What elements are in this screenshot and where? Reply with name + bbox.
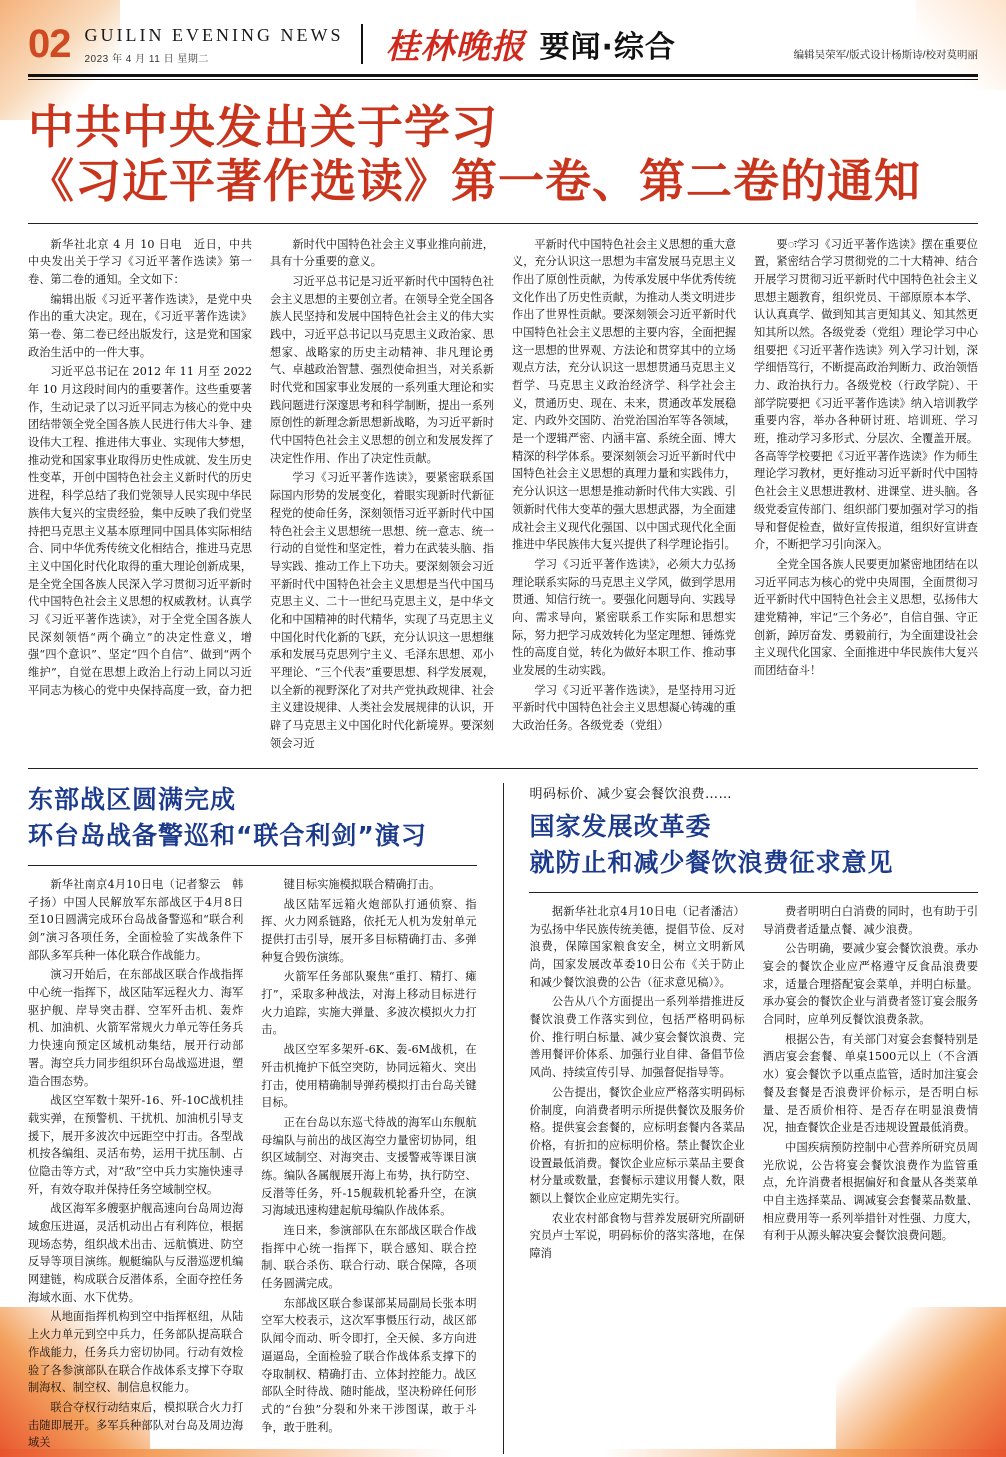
article-column-2 — [270, 236, 494, 755]
right-article-column-2 — [763, 903, 978, 1265]
paragraph: 中国疾病预防控制中心营养所研究员周光欣说，公告将宴会餐饮浪费作为监管重点，允许消费者根据偏好和食量从各类菜单中自主选择菜品、调减宴会套餐菜品数量、相应费用等一系列举措针对性强、力度大，有利于从源头解决宴会餐饮浪费问题。 — [762, 1140, 979, 1243]
left-article-column-1 — [28, 876, 243, 1454]
headline-rule — [28, 223, 978, 224]
masthead-divider — [361, 24, 363, 64]
right-article-headline-line-1: 国家发展改革委 — [529, 812, 712, 842]
main-headline — [28, 100, 978, 209]
paragraph: 公告从八个方面提出一系列举措推进反餐饮浪费工作落实到位，包括严格明码标价、推行明白标量、减少宴会餐饮浪费、完善用餐评价体系、加强行业自律、备倡节俭风尚、持续宣传引导、加强督促指导等。 — [529, 995, 745, 1080]
article-column-1 — [28, 236, 252, 755]
lower-article-left — [28, 783, 477, 1454]
paragraph: 全党全国各族人民要更加紧密地团结在以习近平同志为核心的党中央周围，全面贯彻习近平新时代中国特色社会主义思想，弘扬伟大建党精神，牢记“三个务必”，自信自强、守正创新，踔厉奋发、勇毅前行，为全面建设社会主义现代化国家、全面推进中华民族伟大复兴而团结奋斗！ — [754, 557, 979, 678]
left-article-headline-line-2: 环台岛战备警巡和“联合利剑”演习 — [28, 821, 427, 851]
paper-name-english: GUILIN EVENING NEWS — [84, 25, 344, 46]
section-title: 要闻·综合 — [539, 30, 676, 65]
paragraph: 新华社北京 4 月 10 日电 近日，中共中央发出关于学习《习近平著作选读》第一卷、第二卷的通知。全文如下： — [28, 237, 252, 286]
left-article-rule — [28, 865, 477, 866]
main-headline-line-1: 中共中央发出关于学习 — [28, 100, 498, 154]
left-article-headline-line-1: 东部战区圆满完成 — [28, 785, 237, 815]
section-divider-rule — [28, 768, 978, 769]
masthead — [28, 0, 978, 72]
lower-article-right — [529, 783, 978, 1454]
right-article-headline-line-2: 就防止和减少餐饮浪费征求意见 — [529, 848, 894, 878]
paragraph: 联合夺权行动结束后，模拟联合火力打击随即展开。多军兵种部队对台岛及周边海域关 — [28, 1400, 244, 1450]
paragraph: 费者明明白白消费的同时，也有助于引导消费者适量点餐、减少浪费。 — [762, 904, 979, 936]
masthead-rule-thin — [28, 79, 978, 80]
paragraph: 平新时代中国特色社会主义思想的重大意义，充分认识这一思想为丰富发展马克思主义作出了原创性贡献，为传承发展中华优秀传统文化作出了历史性贡献，为推动人类文明进步作出了世界性贡献。要深刻领会习近平新时代中国特色社会主义思想的主要内容，全面把握这一思想的世界观、方法论和贯穿其中的立场观点方法，充分认识这一思想贯通马克思主义哲学、马克思主义政治经济学、科学社会主义，贯通历史、现在、未来，贯通改革发展稳定、内政外交国防、治党治国治军等各领域，是一个逻辑严密、内涵丰富、系统全面、博大精深的科学体系。要深刻领会习近平新时代中国特色社会主义思想的真理力量和实践伟力，充分认识这一思想是推动新时代伟大实践、引领新时代伟大变革的强大思想武器，为全面建成社会主义现代化强国、以中国式现代化全面推进中华民族伟大复兴提供了科学理论指引。 — [512, 237, 736, 552]
main-article-body — [28, 236, 978, 755]
paragraph: 习近平总书记是习近平新时代中国特色社会主义思想的主要创立者。在领导全党全国各族人民坚持和发展中国特色社会主义的伟大实践中，习近平总书记以马克思主义政治家、思想家、战略家的历史主动精神、非凡理论勇气、卓越政治智慧、强烈使命担当，对关系新时代党和国家事业发展的一系列重大理论和实践问题进行深邃思考和科学制断，提出一系列原创性的新理念新思想新战略，为习近平新时代中国特色社会主义思想的创立和发展发挥了决定性作用、作出了决定性贡献。 — [270, 274, 494, 465]
paragraph: 战区空军多架歼-6K、轰-6M战机，在歼击机掩护下低空突防，协同远箱火、突出打击，使用精确制导弹药模拟打击台岛关键目标。 — [261, 1043, 477, 1110]
paragraph: 战区陆军远箱火炮部队打通侦察、指挥、火力网系链路，依托无人机为发射单元提供打击引导，展开多目标精确打击、多弹种复合毁伤演练。 — [261, 897, 477, 964]
paragraph: 东部战区联合参谋部某局副局长张本明空军大校表示，这次军事慑压行动，战区部队闻令而动、听令即打，全天候、多方向进逼逼岛，全面检验了联合作战体系支撑下的夺取制权、精确打击、立体封控能力。战区部队全时待战、随时能战，坚决粉碎任何形式的“台独”分裂和外来干涉图谋，敢于斗争，敢于胜利。 — [261, 1296, 477, 1434]
main-headline-line-2: 《习近平著作选读》第一卷、第二卷的通知 — [28, 154, 921, 209]
paragraph: 新时代中国特色社会主义事业推向前进，具有十分重要的意义。 — [270, 237, 494, 269]
paragraph: 学习《习近平著作选读》，要紧密联系国际国内形势的发展变化，着眼实现新时代新征程党的使命任务，深刻领悟习近平新时代中国特色社会主义思想统一思想、统一意志、统一行动的自觉性和坚定性，着力在武装头脑、指导实践、推动工作上下功夫。要深刻领会习近平新时代中国特色社会主义思想是当代中国马克思主义、二十一世纪马克思主义，是中华文化和中国精神的时代精华，实现了马克思主义中国化时代化新的飞跃，充分认识这一思想继承和发展马克思列宁主义、毛泽东思想、邓小平理论、“三个代表”重要思想、科学发展观，以全新的视野深化了对共产党执政规律、社会主义建设规律、人类社会发展规律的认识，开辟了马克思主义中国化时代化新境界。要深刻领会习近 — [270, 471, 495, 750]
masthead-rule-thick — [28, 74, 978, 77]
paper-name-chinese: 桂林晚报 — [385, 27, 526, 67]
editorial-credits: 编辑吴荣军/版式设计杨斯诗/校对莫明丽 — [793, 49, 978, 61]
right-article-column-1 — [529, 903, 744, 1265]
paragraph: 新华社南京4月10日电（记者黎云 韩孑扬）中国人民解放军东部战区于4月8日至10日圆满完成环台岛战备警巡和“联合利剑”演习各项任务，全面检验了实战条件下部队多军兵种一体化联合作战能力。 — [28, 877, 244, 962]
masthead-left-block — [85, 26, 344, 66]
paragraph: 从地面指挥机构到空中指挥枢纽，从陆上火力单元到空中兵力，任务部队提高联合作战能力，任务兵力密切协同。行动有效检验了各参演部队在联合作战体系支撑下夺取制海权、制空权、制信息权能力。 — [28, 1310, 244, 1395]
paragraph: 农业农村部食物与营养发展研究所副研究员卢士军说，明码标价的落实落地，在保障消 — [529, 1211, 745, 1261]
article-column-3 — [512, 236, 736, 755]
paragraph: 学习《习近平著作选读》，是坚持用习近平新时代中国特色社会主义思想凝心铸魂的重大政治任务。各级党委（党组） — [512, 683, 736, 733]
paragraph: 火箭军任务部队聚焦“重打、精打、瘫打”，采取多种战法，对海上移动目标进行火力追踪，实施大弹量、多波次模拟火力打击。 — [261, 970, 477, 1037]
paragraph: 演习开始后，在东部战区联合作战指挥中心统一指挥下，战区陆军远程火力、海军驱护舰、岸导突击群、空军歼击机、轰炸机、加油机、火箭军常规火力单元等任务兵力快速向预定区域机动集结，展开行动部署。海空兵力同步组织环台岛战巡进退，塑造合围态势。 — [28, 968, 244, 1088]
right-article-kicker: 明码标价、减少宴会餐饮浪费…… — [529, 787, 732, 803]
article-column-4 — [754, 236, 978, 755]
paragraph: 键目标实施模拟联合精确打击。 — [283, 877, 441, 891]
paragraph: 正在台岛以东巡弋待战的海军山东舰航母编队与前出的战区海空力量密切协同，组织区域制空、对海突击、支援警戒等课目演练。编队各属舰展开海上布势，执行防空、反潜等任务，歼-15舰载机轮番升空，在演习海域迅速构建起航母编队作战体系。 — [261, 1115, 477, 1218]
paragraph: 公告明确，要减少宴会餐饮浪费。承办宴会的餐饮企业应严格遵守反食品浪费要求，适量合理搭配宴会菜单，并明白标量。承办宴会的餐饮企业与消费者签订宴会服务合同时，应单列反餐饮浪费条款。 — [762, 942, 979, 1027]
publication-date: 2023 年 4 月 11 日 星期二 — [84, 54, 209, 65]
paragraph: 编辑出版《习近平著作选读》，是党中央作出的重大决定。现在，《习近平著作选读》第一卷、第二卷已经出版发行，这是党和国家政治生活中的一件大事。 — [28, 292, 252, 359]
paragraph: 战区海军多艘驱护舰高速向台岛周边海域愈压进逼，灵活机动出占有利阵位，根据现场态势，组织战术出击、远航慎进、防空反导等项目演练。舰艇编队与反潜巡逻机编网建链，构成联合反潜体系，全面夺控任务海域水面、水下优势。 — [28, 1202, 244, 1304]
lower-section-vertical-divider — [503, 783, 504, 1454]
paragraph: 据新华社北京4月10日电（记者潘洁）为弘扬中华民族传统美德，提倡节俭、反对浪费，保障国家粮食安全，树立文明新风尚，国家发展改革委10日公布《关于防止和减少餐饮浪费的公告（征求意见稿）》。 — [529, 904, 745, 989]
paragraph: 要ः学习《习近平著作选读》摆在重要位置，紧密结合学习贯彻党的二十大精神、结合开展学习贯彻习近平新时代中国特色社会主义思想主题教育，组织党员、干部原原本本学、认认真真学、做到知其言更知其义、知其然更知其所以然。各级党委（党组）理论学习中心组要把《习近平著作选读》列入学习计划，深学细悟笃行，不断提高政治判断力、政治领悟力、政治执行力。各级党校（行政学院）、干部学院要把《习近平著作选读》纳入培训教学重要内容，举办各种研讨班、培训班、学习班，推动学习多形式、分层次、全覆盖开展。各高等学校要把《习近平著作选读》作为师生理论学习教材，更好推动习近平新时代中国特色社会主义思想进教材、进课堂、进头脑。各级党委宣传部门、组织部门要加强对学习的指导和督促检查，做好宣传报道，组织好宣讲查介，不断把学习引向深入。 — [754, 237, 978, 552]
paragraph: 公告提出，餐饮企业应严格落实明码标价制度，向消费者明示所提供餐饮及服务价格。提供宴会套餐的，应标明套餐内各菜品价格，有折扣的应标明价格。禁止餐饮企业设置最低消费。餐饮企业应标示菜品主要食材分量或数量，套餐标示建议用餐人数，限额以上餐饮企业应定期先实行。 — [529, 1085, 745, 1205]
right-article-columns — [529, 903, 978, 1265]
lower-section — [28, 783, 978, 1454]
page-number: 02 — [28, 22, 71, 66]
right-article-rule — [529, 892, 978, 893]
paragraph: 根据公告，有关部门对宴会套餐特别是酒店宴会套餐、单桌1500元以上（不含酒水）宴会餐饮予以重点监管，适时加注宴会餐及套餐是否浪费评价标示，是否明白标量、是否质价相符、是否存在明显浪费情况，抽查餐饮企业是否违规设置最低消费。 — [762, 1032, 979, 1135]
paragraph: 习近平总书记在 2012 年 11 月至 2022 年 10 月这段时间内的重要著作。这些重要著作，生动记录了以习近平同志为核心的党中央团结带领全党全国各族人民进行伟大斗争、建设伟大工程、推进伟大事业、实现伟大梦想，推动党和国家事业取得历史性成就、发生历史性变革，开创中国特色社会主义新时代的历史进程，科学总结了我们党领导人民实现中华民族伟大复兴的宝贵经验，集中反映了我们党坚持把马克思主义基本原理同中国具体实际相结合、同中华优秀传统文化相结合，推进马克思主义中国化时代化取得的重大理论创新成果，是全党全国各族人民深入学习贯彻习近平新时代中国特色社会主义思想的权威教材。认真学习《习近平著作选读》，对于全党全国各族人民深刻领悟“两个确立”的决定性意义，增强“四个意识”、坚定“四个自信”、做到“两个维护”，自觉在思想上政治上行动上同以习近平同志为核心的党中央保持高度一致，奋力把 — [28, 365, 252, 697]
left-article-column-2 — [261, 876, 476, 1454]
paragraph: 战区空军数十架歼-16、歼-10C战机挂载实弹，在预警机、干扰机、加油机引导支援下，展开多波次中远距空中打击。各型战机按各编组、灵活布势，运用干扰压制、占位隐击等方式，对“敌”空中兵力实施快速寻歼，有效夺取并保持任务空域制空权。 — [28, 1094, 244, 1196]
paragraph: 连日来，参演部队在东部战区联合作战指挥中心统一指挥下，联合感知、联合控制、联合杀伤、联合行动、联合保障，各项任务圆满完成。 — [261, 1224, 477, 1291]
left-article-columns — [28, 876, 477, 1454]
paragraph: 学习《习近平著作选读》，必须大力弘扬理论联系实际的马克思主义学风，做到学思用贯通、知信行统一。要强化问题导向、实践导向、需求导向，紧密联系工作实际和思想实际，努力把学习成效转化为坚定理想、锤炼党性的高度自觉，转化为做好本职工作、推动事业发展的生动实践。 — [512, 557, 736, 678]
